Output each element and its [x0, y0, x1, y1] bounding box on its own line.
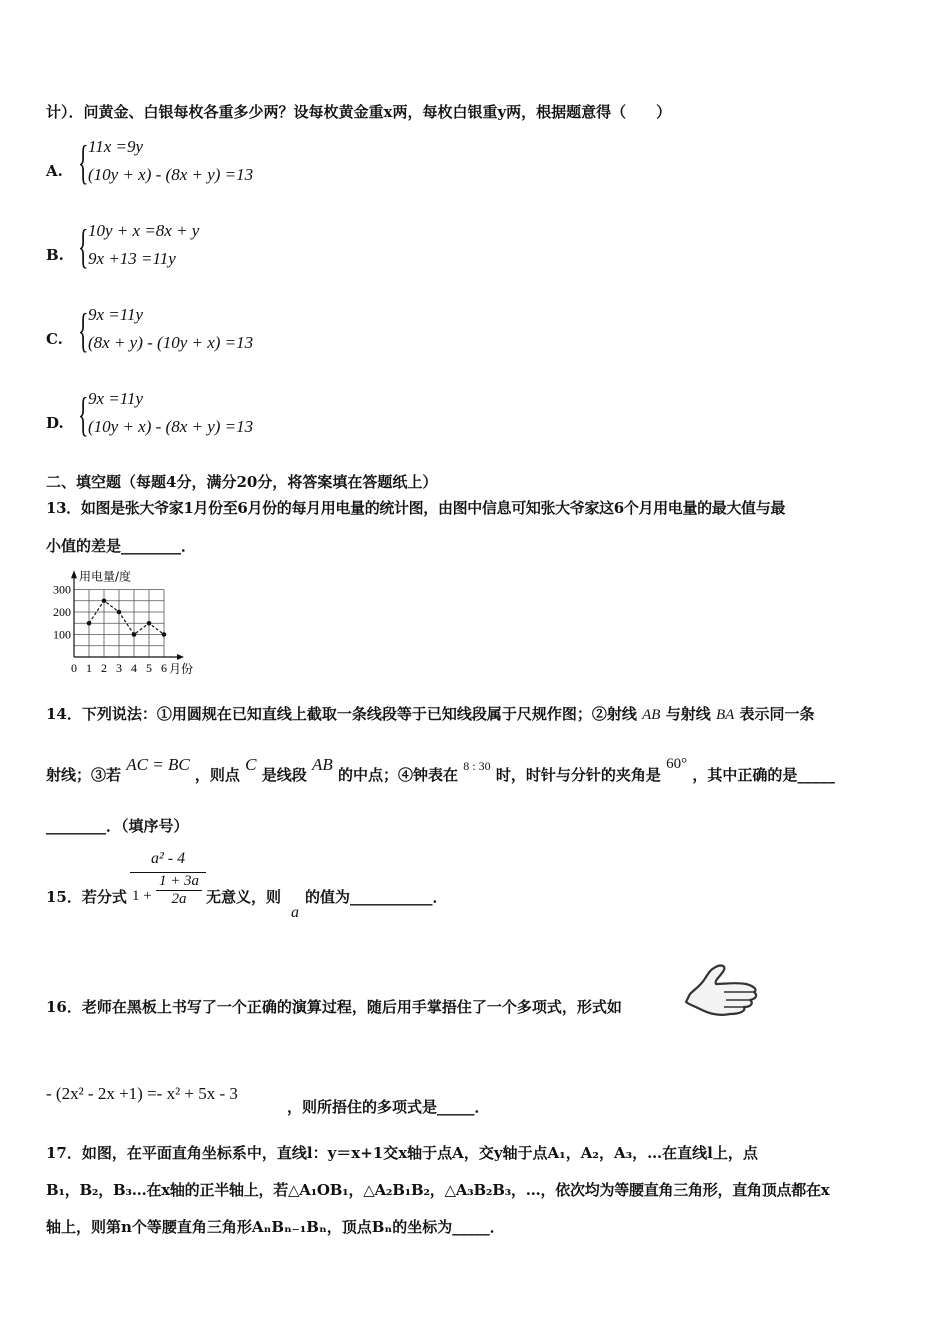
ray-ba: BA — [715, 707, 735, 723]
ray-ab: AB — [642, 707, 661, 723]
clock-time: 8 : 30 — [463, 759, 491, 773]
equation-1: 10y + x =8x + y — [88, 221, 200, 240]
x-tick-label: 3 — [116, 661, 122, 675]
data-point — [117, 610, 122, 615]
x-tick-label: 5 — [146, 661, 152, 675]
q14-text: 表示同一条 — [739, 705, 815, 723]
option-label: D. — [46, 414, 64, 432]
denominator-prefix: 1 + — [132, 888, 152, 904]
question-16-suffix: ，则所捂住的多项式是_____． — [287, 1098, 490, 1116]
x-tick-label: 4 — [131, 661, 137, 675]
q14-text: 是线段 — [261, 766, 307, 784]
x-axis-label: 月份 — [169, 662, 194, 676]
equation-2: (8x + y) - (10y + x) =13 — [88, 333, 254, 352]
question-13-line-2: 小值的差是________． — [46, 537, 197, 555]
equation-2: 9x +13 =11y — [88, 249, 176, 268]
question-17-line-3: 轴上，则第n个等腰直角三角形AₙBₙ₋₁Bₙ，顶点Bₙ的坐标为_____． — [46, 1218, 505, 1236]
x-tick-label: 0 — [71, 661, 77, 675]
fraction-numerator: a² - 4 — [150, 850, 186, 867]
question-15-middle: 无意义，则 — [206, 888, 282, 906]
question-17-line-1: 17．如图，在平面直角坐标系中，直线l：y＝x+1交x轴于点A，交y轴于点A₁，A₂，A₃，…在直线l上，点 — [46, 1144, 758, 1162]
question-16-line-1: 16．老师在黑板上书写了一个正确的演算过程，随后用手掌捂住了一个多项式，形式如 — [46, 998, 622, 1016]
q14-text: 射线；③若 — [46, 766, 122, 784]
option-label: C. — [46, 330, 63, 348]
question-15-prefix: 15．若分式 — [46, 888, 127, 906]
option-label: A. — [46, 162, 63, 180]
equation-2: (10y + x) - (8x + y) =13 — [88, 417, 254, 436]
equation-ac-bc: AC = BC — [126, 755, 190, 774]
data-line — [89, 601, 164, 635]
question-14-line-1 — [46, 703, 815, 724]
q14-text: 的中点；④钟表在 — [338, 766, 459, 784]
q14-text: 14．下列说法：①用圆规在已知直线上截取一条线段等于已知线段属于尺规作图；②射线 — [46, 705, 637, 723]
question-15-suffix: 的值为___________． — [305, 888, 448, 906]
question-14-line-2 — [46, 755, 835, 785]
q14-text: 与射线 — [665, 705, 711, 723]
chart-axes — [71, 570, 184, 660]
data-point — [87, 621, 92, 626]
equation-1: 11x =9y — [88, 137, 144, 156]
y-axis-label: 用电量/度 — [79, 569, 132, 584]
x-axis-arrow — [177, 654, 184, 660]
segment-ab: AB — [311, 755, 333, 774]
q16-expression: - (2x² - 2x +1) =- x² + 5x - 3 — [46, 1084, 238, 1103]
q14-text: ，其中正确的是_____ — [692, 766, 835, 784]
fraction-denominator — [130, 873, 206, 923]
data-point — [162, 632, 167, 637]
equation-1: 9x =11y — [88, 389, 144, 408]
section-heading: 二、填空题（每题4分，满分20分，将答案填在答题纸上） — [46, 473, 438, 491]
y-tick-label: 300 — [53, 582, 71, 597]
y-tick-label: 100 — [53, 627, 71, 642]
question-12-tail: 计）．问黄金、白银每枚各重多少两？设每枚黄金重x两，每枚白银重y两，根据题意得（ ） — [46, 103, 672, 121]
angle-value: 60° — [666, 756, 688, 772]
equation-2: (10y + x) - (8x + y) =13 — [88, 165, 254, 184]
inner-numerator: 1 + 3a — [158, 873, 200, 889]
y-tick-label: 200 — [53, 605, 71, 619]
inner-denominator: 2a — [171, 891, 187, 907]
question-17-line-2: B₁，B₂，B₃…在x轴的正半轴上，若△A₁OB₁，△A₂B₁B₂，△A₃B₂B₃，…，依次均为等腰直角三角形，直角顶点都在x — [46, 1181, 830, 1199]
data-point — [102, 598, 107, 603]
electricity-usage-chart — [40, 560, 210, 680]
variable-a: a — [291, 904, 299, 921]
chart-series — [87, 598, 167, 636]
complex-fraction — [130, 850, 206, 923]
data-point — [132, 632, 137, 637]
option-label: B. — [46, 246, 64, 264]
point-c: C — [245, 755, 257, 774]
q14-text: 时，时针与分针的夹角是 — [495, 766, 661, 784]
x-tick-label: 6 — [161, 661, 167, 675]
question-13-line-1: 13．如图是张大爷家1月份至6月份的每月用电量的统计图，由图中信息可知张大爷家这6个月用电量的最大值与最 — [46, 499, 785, 517]
x-tick-label: 2 — [101, 661, 107, 675]
hand-icon — [684, 962, 762, 1024]
data-point — [147, 621, 152, 626]
question-14-line-3: ________．（填序号） — [46, 817, 189, 835]
y-axis-arrow — [71, 570, 77, 578]
q14-text: ，则点 — [194, 766, 240, 784]
equation-1: 9x =11y — [88, 305, 144, 324]
x-tick-label: 1 — [86, 661, 92, 675]
